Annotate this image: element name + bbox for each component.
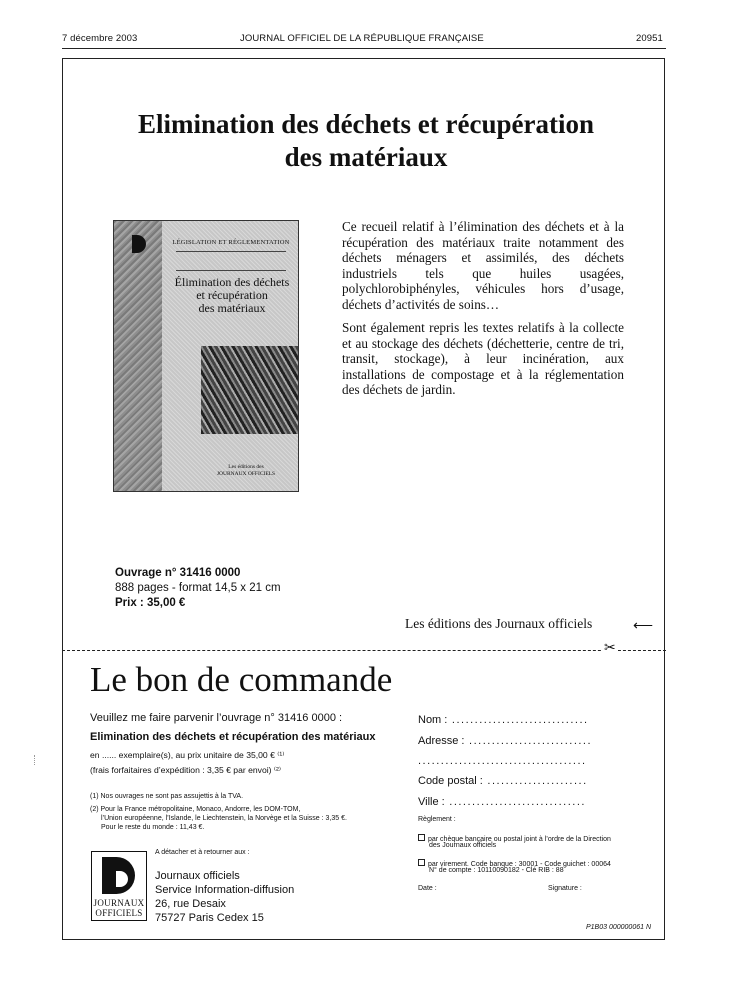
address-line4: 75727 Paris Cedex 15	[155, 912, 264, 924]
cover-title-l2: et récupération	[196, 288, 268, 302]
name-field[interactable]: Nom : ..............................	[418, 714, 589, 726]
ad-title-line2: des matériaux	[284, 142, 448, 172]
cover-foot-l2: JOURNAUX OFFICIELS	[216, 471, 276, 477]
city-field[interactable]: Ville : ..............................	[418, 796, 586, 808]
address-label: Adresse :	[418, 735, 465, 747]
date-field[interactable]: Date :	[418, 885, 437, 892]
header-page-number: 20951	[636, 33, 663, 44]
note-2-line3: Pour le reste du monde : 11,43 €.	[101, 824, 205, 831]
city-label: Ville :	[418, 796, 445, 808]
note-1: (1) Nos ouvrages ne sont pas assujettis à la TVA.	[90, 793, 244, 800]
detach-instruction: A détacher et à retourner aux :	[155, 849, 250, 856]
cover-rule-mid	[176, 270, 286, 271]
ouvrage-format: 888 pages - format 14,5 x 21 cm	[115, 582, 281, 594]
postal-code-label: Code postal :	[418, 775, 483, 787]
spine-logo-icon	[132, 235, 146, 253]
note-2-line1: (2) Pour la France métropolitaine, Monaco, Andorre, les DOM-TOM,	[90, 806, 301, 813]
payment-label: Règlement :	[418, 816, 456, 823]
logo-text-l2: OFFICIELS	[95, 908, 143, 918]
order-heading: Le bon de commande	[90, 660, 393, 699]
book-cover	[113, 220, 299, 492]
order-quantity-line: en ...... exemplaire(s), au prix unitaire de 35,00 € ⁽¹⁾	[90, 750, 285, 760]
margin-mark	[34, 755, 36, 765]
order-book-title: Elimination des déchets et récupération des matériaux	[90, 731, 376, 743]
scissors-icon: ✂	[604, 639, 616, 655]
order-shipping-line: (frais forfaitaires d’expédition : 3,35 € par envoi) ⁽²⁾	[90, 765, 281, 775]
logo-text-l1: JOURNAUX	[93, 898, 145, 908]
ouvrage-number: Ouvrage n° 31416 0000	[115, 567, 241, 579]
logo-d-icon	[102, 857, 135, 894]
address-line2: Service Information-diffusion	[155, 884, 295, 896]
cover-publisher	[194, 464, 298, 478]
cover-rule-top	[176, 251, 286, 252]
cut-line	[62, 650, 666, 651]
journaux-officiels-logo	[91, 851, 147, 921]
cheque-label-l2: des Journaux officiels	[429, 842, 497, 849]
cover-title-l3: des matériaux	[198, 301, 266, 315]
arrow-left-icon: ⟵	[633, 617, 654, 633]
cover-title-l1: Élimination des déchets	[174, 275, 290, 289]
cheque-label-l1: par chèque bancaire ou postal joint à l’ordre de la Direction	[428, 836, 611, 843]
publisher-line: Les éditions des Journaux officiels	[405, 616, 593, 631]
header-journal-title: JOURNAL OFFICIEL DE LA RÉPUBLIQUE FRANÇAISE	[240, 33, 484, 44]
note-2-line2: l’Union européenne, l’Islande, le Liechtenstein, la Norvège et la Suisse : 3,35 €.	[101, 815, 347, 822]
cover-title	[166, 276, 298, 315]
cover-photo	[201, 346, 298, 434]
address-line3: 26, rue Desaix	[155, 898, 226, 910]
transfer-checkbox[interactable]	[418, 859, 425, 866]
cheque-checkbox[interactable]	[418, 834, 425, 841]
cover-series: LÉGISLATION ET RÉGLEMENTATION	[172, 239, 290, 246]
description-paragraph-1: Ce recueil relatif à l’élimination des déchets et à la récupération des matériaux traite notamment des déchets ménagers et assimilés, des déchets industriels tels que huiles usagées, polychlorobiphényles, véhicules hors d’usage, déchets d’activités de soins…	[342, 219, 624, 312]
ad-title-line1: Elimination des déchets et récupération	[138, 109, 594, 139]
reference-code: P1B03 000000061 N	[586, 924, 651, 931]
transfer-label-l2: N° de compte : 10110090182 - Clé RIB : 88	[429, 867, 564, 874]
address-line1: Journaux officiels	[155, 870, 240, 882]
cover-foot-l1: Les éditions des	[228, 464, 264, 470]
name-label: Nom :	[418, 714, 448, 726]
header-rule	[62, 48, 666, 49]
header-date: 7 décembre 2003	[62, 33, 138, 44]
description-paragraph-2: Sont également repris les textes relatifs à la collecte et au stockage des déchets (déchetterie, centre de tri, transit, stockage), à leur incinération, aux installations de compostage et à la réglementation des déchets de jardin.	[342, 320, 624, 398]
address-field[interactable]: Adresse : ...........................	[418, 735, 593, 747]
cover-spine	[114, 221, 162, 491]
address-field-2[interactable]: .....................................	[418, 755, 587, 767]
postal-code-field[interactable]: Code postal : ......................	[418, 775, 588, 787]
signature-field[interactable]: Signature :	[548, 885, 582, 892]
order-line1: Veuillez me faire parvenir l’ouvrage n° 31416 0000 :	[90, 712, 343, 724]
ad-title	[70, 108, 662, 174]
transfer-label-l1: par virement. Code banque : 30001 - Code guichet : 00064	[428, 861, 611, 868]
ouvrage-price: Prix : 35,00 €	[115, 597, 186, 609]
